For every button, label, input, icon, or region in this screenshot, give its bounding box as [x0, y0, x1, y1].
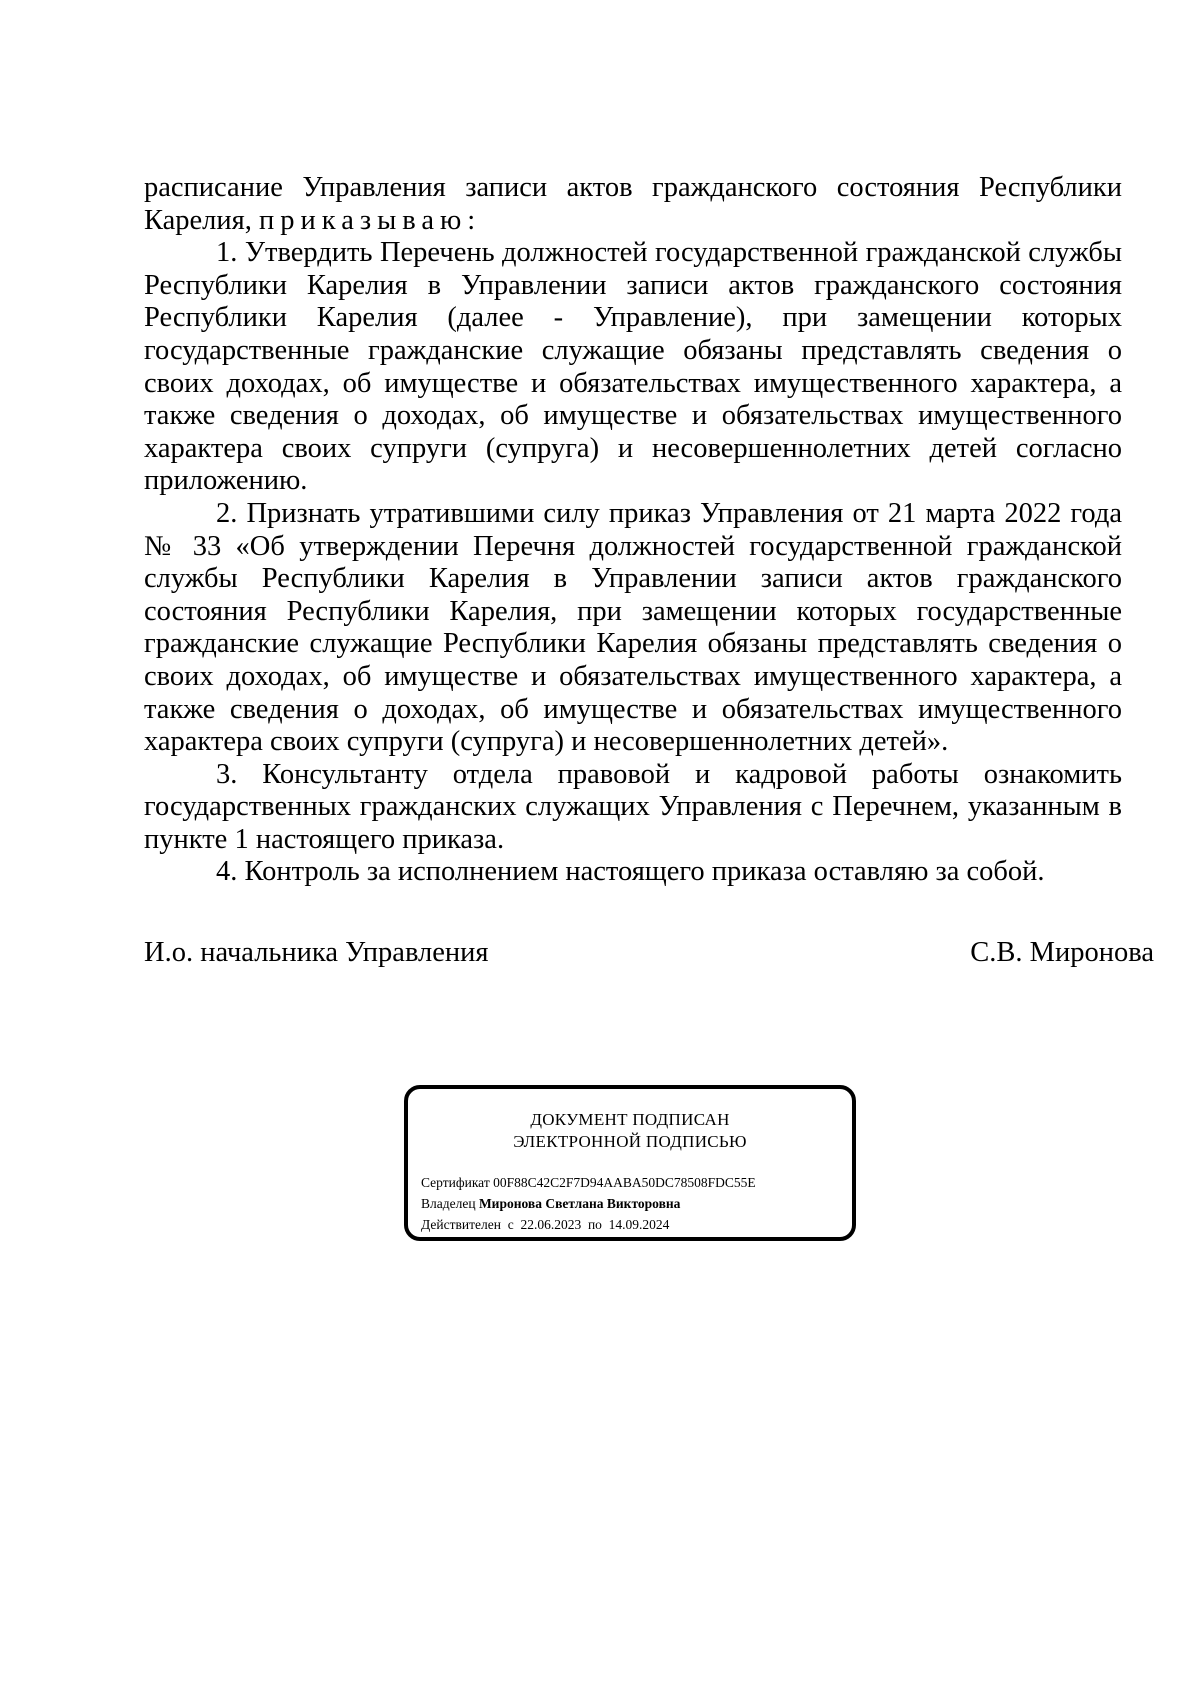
signer-name: С.В. Миронова	[970, 937, 1154, 968]
stamp-validity-row	[421, 1214, 851, 1235]
stamp-title-line-2: ЭЛЕКТРОННОЙ ПОДПИСЬЮ	[513, 1132, 747, 1151]
stamp-certificate-row	[421, 1172, 851, 1193]
signature-block	[144, 937, 1154, 969]
intro-text: расписание Управления записи актов гражданского состояния Республики Карелия,	[144, 172, 1122, 236]
order-body	[144, 172, 1122, 889]
owner-value: Миронова Светлана Викторовна	[478, 1196, 681, 1211]
order-item-1: 1. Утвердить Перечень должностей государственной гражданской службы Республики Карелия в Управлении записи актов гражданского состояния Республики Карелия (далее - Управление), при замещении которых государственные гражданские служащие обязаны представлять сведения о своих доходах, об имуществе и обязательствах имущественного характера, а также сведения о доходах, об имуществе и обязательствах имущественного характера своих супруги (супруга) и несовершеннолетних детей согласно приложению.	[144, 237, 1122, 497]
signer-position: И.о. начальника Управления	[144, 937, 489, 968]
intro-colon: :	[467, 204, 476, 236]
order-item-3: 3. Консультанту отдела правовой и кадровой работы ознакомить государственных гражданских служащих Управления с Перечнем, указанным в пункте 1 настоящего приказа.	[144, 758, 1122, 855]
certificate-value: 00F88C42C2F7D94AABA50DC78508FDC55E	[493, 1175, 756, 1190]
valid-from-date: 22.06.2023	[520, 1217, 582, 1232]
valid-from-prefix: с	[507, 1217, 514, 1232]
valid-label: Действителен	[421, 1217, 501, 1232]
stamp-title	[408, 1109, 852, 1153]
order-keyword: приказываю	[259, 204, 468, 236]
intro-paragraph	[144, 172, 1122, 237]
stamp-details	[421, 1172, 851, 1235]
stamp-owner-row	[421, 1193, 851, 1214]
order-item-4: 4. Контроль за исполнением настоящего приказа оставляю за собой.	[216, 856, 1045, 888]
stamp-title-line-1: ДОКУМЕНТ ПОДПИСАН	[530, 1110, 730, 1129]
electronic-signature-stamp	[404, 1085, 856, 1241]
order-item-2: 2. Признать утратившими силу приказ Управления от 21 марта 2022 года № 33 «Об утверждении Перечня должностей государственной гражданской службы Республики Карелия в Управлении записи актов гражданского состояния Республики Карелия, при замещении которых государственные гражданские служащие Республики Карелия обязаны представлять сведения о своих доходах, об имуществе и обязательствах имущественного характера, а также сведения о доходах, об имуществе и обязательствах имущественного характера своих супруги (супруга) и несовершеннолетних детей».	[144, 497, 1122, 758]
valid-to-prefix: по	[587, 1217, 602, 1232]
valid-to-date: 14.09.2024	[608, 1217, 670, 1232]
certificate-label: Сертификат	[421, 1175, 490, 1190]
owner-label: Владелец	[421, 1196, 476, 1211]
